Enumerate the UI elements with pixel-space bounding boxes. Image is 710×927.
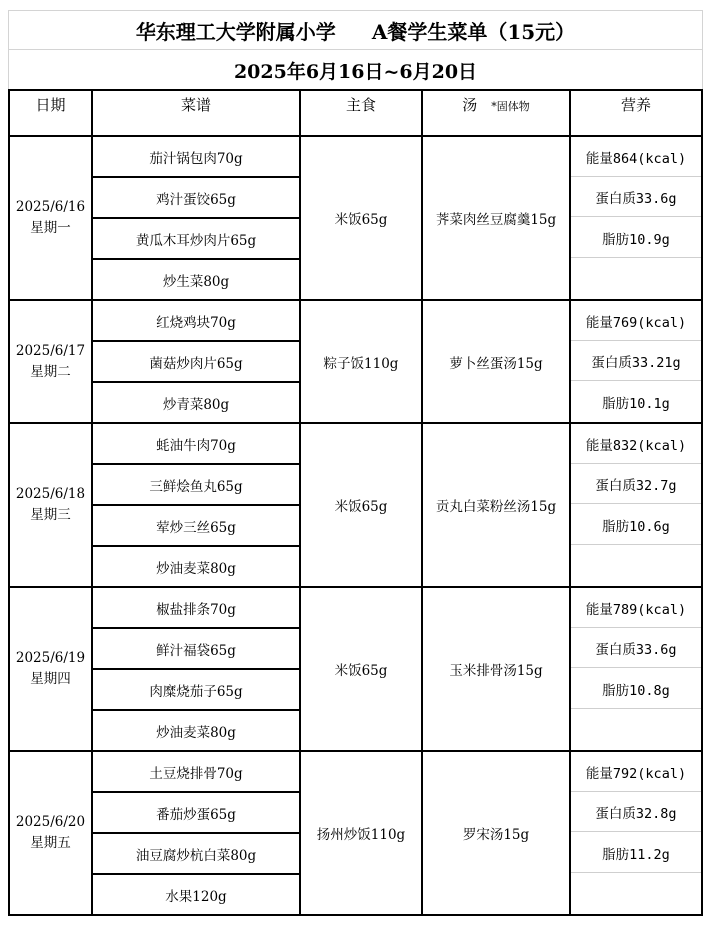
energy-value: 能量832(kcal): [571, 425, 701, 464]
day-date: 2025/6/17: [15, 342, 86, 359]
dish-cell: 菌菇炒肉片65g: [92, 341, 300, 382]
protein-value: 蛋白质32.7g: [571, 465, 701, 504]
title-row: [9, 11, 702, 50]
protein-value: 蛋白质32.8g: [571, 793, 701, 832]
empty-nutrition-cell: [570, 710, 702, 751]
day-weekday: 星期五: [30, 835, 71, 851]
staple-cell: 扬州炒饭110g: [300, 751, 422, 915]
staple-cell: 米饭65g: [300, 136, 422, 300]
fat-cell: [570, 505, 702, 546]
day-cell: [9, 751, 92, 915]
protein-value: 蛋白质33.6g: [571, 178, 701, 217]
school-name: 华东理工大学附属小学: [135, 19, 336, 44]
day-cell: [9, 300, 92, 423]
protein-cell: [570, 177, 702, 218]
day-weekday: 星期三: [30, 507, 71, 523]
energy-cell: [570, 587, 702, 628]
empty-nutrition-cell: [570, 259, 702, 300]
protein-value: 蛋白质33.6g: [571, 629, 701, 668]
table-row: [9, 136, 702, 177]
day-cell: [9, 587, 92, 751]
soup-header-note: *固体物: [491, 100, 530, 113]
dish-cell: 三鲜烩鱼丸65g: [92, 464, 300, 505]
day-cell: [9, 423, 92, 587]
fat-cell: [570, 833, 702, 874]
fat-cell: [570, 669, 702, 710]
dish-cell: 土豆烧排骨70g: [92, 751, 300, 792]
protein-cell: [570, 341, 702, 382]
soup-cell: 萝卜丝蛋汤15g: [422, 300, 570, 423]
fat-value: 脂肪10.8g: [571, 670, 701, 709]
date-range: 2025年6月16日~6月20日: [233, 60, 478, 83]
energy-cell: [570, 300, 702, 341]
table-row: [9, 587, 702, 628]
dish-cell: 椒盐排条70g: [92, 587, 300, 628]
day-weekday: 星期四: [30, 671, 71, 687]
soup-cell: 罗宋汤15g: [422, 751, 570, 915]
col-soup-header: [422, 90, 570, 136]
dish-cell: 炒油麦菜80g: [92, 546, 300, 587]
staple-cell: 粽子饭110g: [300, 300, 422, 423]
empty-nutrition-cell: [570, 874, 702, 915]
dish-cell: 水果120g: [92, 874, 300, 915]
fat-value: 脂肪10.1g: [602, 396, 670, 412]
day-date: 2025/6/18: [15, 486, 86, 502]
dish-cell: 鲜汁福袋65g: [92, 628, 300, 669]
day-date: 2025/6/16: [15, 199, 86, 215]
protein-cell: [570, 464, 702, 505]
table-header-row: [9, 90, 702, 136]
soup-cell: 贡丸白菜粉丝汤15g: [422, 423, 570, 587]
staple-cell: 米饭65g: [300, 423, 422, 587]
fat-value: 脂肪10.9g: [571, 219, 701, 258]
weekly-menu-table: [8, 89, 703, 916]
protein-value: 蛋白质33.21g: [571, 342, 701, 381]
menu-name: A餐学生菜单（15元）: [371, 19, 576, 44]
energy-cell: [570, 751, 702, 792]
table-row: [9, 423, 702, 464]
fat-cell: [570, 382, 702, 423]
dish-cell: 蚝油牛肉70g: [92, 423, 300, 464]
soup-cell: 荠菜肉丝豆腐羹15g: [422, 136, 570, 300]
dish-cell: 黄瓜木耳炒肉片65g: [92, 218, 300, 259]
protein-cell: [570, 628, 702, 669]
col-nutrition-header: 营养: [570, 90, 702, 136]
table-row: [9, 751, 702, 792]
dish-cell: 炒青菜80g: [92, 382, 300, 423]
dish-cell: 油豆腐炒杭白菜80g: [92, 833, 300, 874]
day-weekday: 星期二: [30, 363, 71, 380]
menu-header: [8, 10, 703, 91]
day-cell: [9, 136, 92, 300]
dish-cell: 炒生菜80g: [92, 259, 300, 300]
energy-value: 能量792(kcal): [571, 753, 701, 792]
day-weekday: 星期一: [30, 220, 71, 236]
protein-cell: [570, 792, 702, 833]
day-date: 2025/6/19: [15, 650, 86, 666]
energy-value: 能量769(kcal): [571, 302, 701, 341]
empty-nutrition-cell: [570, 546, 702, 587]
energy-value: 能量864(kcal): [571, 138, 701, 177]
dish-cell: 茄汁锅包肉70g: [92, 136, 300, 177]
fat-cell: [570, 218, 702, 259]
dish-cell: 红烧鸡块70g: [92, 300, 300, 341]
dish-cell: 肉糜烧茄子65g: [92, 669, 300, 710]
table-row: [9, 300, 702, 341]
soup-header-label: 汤: [462, 96, 478, 114]
energy-cell: [570, 423, 702, 464]
dish-cell: 番茄炒蛋65g: [92, 792, 300, 833]
col-staple-header: 主食: [300, 90, 422, 136]
energy-cell: [570, 136, 702, 177]
dish-cell: 荤炒三丝65g: [92, 505, 300, 546]
staple-cell: 米饭65g: [300, 587, 422, 751]
col-date-header: 日期: [9, 90, 92, 136]
day-date: 2025/6/20: [15, 814, 86, 830]
dish-cell: 炒油麦菜80g: [92, 710, 300, 751]
energy-value: 能量789(kcal): [571, 589, 701, 628]
fat-value: 脂肪11.2g: [571, 834, 701, 873]
soup-cell: 玉米排骨汤15g: [422, 587, 570, 751]
fat-value: 脂肪10.6g: [571, 506, 701, 545]
dish-cell: 鸡汁蛋饺65g: [92, 177, 300, 218]
col-recipe-header: 菜谱: [92, 90, 300, 136]
